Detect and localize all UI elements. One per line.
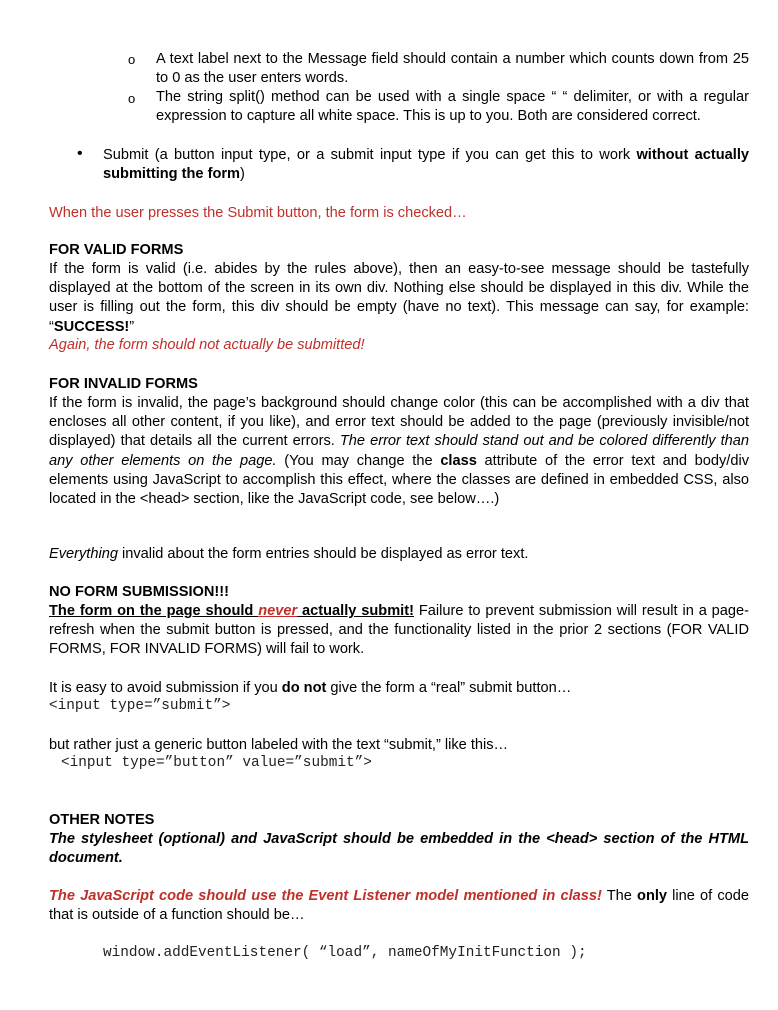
sub-bullet-marker: o	[128, 52, 136, 67]
no-submission-body: The form on the page should never actually submit! Failure to prevent submission will result in a page-refresh when the submit button is pressed, and the functionality listed in the prior 2 sections (FOR VALID FORMS, FOR INVALID FORMS) will fail to work.	[49, 603, 750, 658]
no-submission-heading: NO FORM SUBMISSION!!!	[49, 584, 229, 600]
bullet-submit: Submit (a button input type, or a submit input type if you can get this to work without actually submitting the form)	[103, 147, 749, 183]
sub-bullet-marker: o	[128, 91, 136, 106]
invalid-forms-heading: FOR INVALID FORMS	[49, 376, 198, 392]
generic-button-text: but rather just a generic button labeled with the text “submit,” like this…	[49, 737, 509, 753]
easy-avoid-text: It is easy to avoid submission if you do not give the form a “real” submit button…	[49, 680, 572, 696]
valid-forms-heading: FOR VALID FORMS	[49, 242, 184, 258]
code-input-button: <input type=”button” value=”submit”>	[61, 755, 372, 771]
sub-bullet-countdown: A text label next to the Message field should contain a number which counts down from 25 to 0 as the user enters words.	[156, 51, 749, 87]
submit-checked-text: When the user presses the Submit button, the form is checked…	[49, 205, 467, 221]
everything-invalid-text: Everything invalid about the form entries should be displayed as error text.	[49, 546, 529, 562]
bullet-marker: •	[77, 145, 83, 162]
code-input-submit: <input type=”submit”>	[49, 698, 231, 714]
other-notes-heading: OTHER NOTES	[49, 812, 155, 828]
valid-forms-note: Again, the form should not actually be submitted!	[49, 337, 365, 353]
valid-forms-body: If the form is valid (i.e. abides by the rules above), then an easy-to-see message should be tastefully displayed at the bottom of the screen in its own div. Nothing else should be displayed in this div. While the user is filling out the form, this div should be empty (have no text). This message can say, for example: “SUCCESS!”	[49, 261, 749, 335]
sub-bullet-split: The string split() method can be used with a single space “ “ delimiter, or with a regular expression to capture all white space. This is up to you. Both are considered correct.	[156, 89, 749, 125]
event-listener-note: The JavaScript code should use the Event Listener model mentioned in class! The only line of code that is outside of a function should be…	[49, 888, 750, 924]
stylesheet-note: The stylesheet (optional) and JavaScript should be embedded in the <head> section of the HTML document.	[49, 831, 749, 867]
invalid-forms-body: If the form is invalid, the page’s background should change color (this can be accomplished with a div that encloses all other content, if you like), and error text should be added to the page (previously invisible/not displayed) that details all the current errors. The error text should stand out and be colored differently than any other elements on the page. (You may change the class attribute of the error text and body/div elements using JavaScript to accomplish this effect, where the classes are defined in embedded CSS, also located in the <head> section, like the JavaScript code, see below….)	[49, 395, 750, 508]
code-window-listener: window.addEventListener( “load”, nameOfMyInitFunction );	[103, 945, 587, 961]
